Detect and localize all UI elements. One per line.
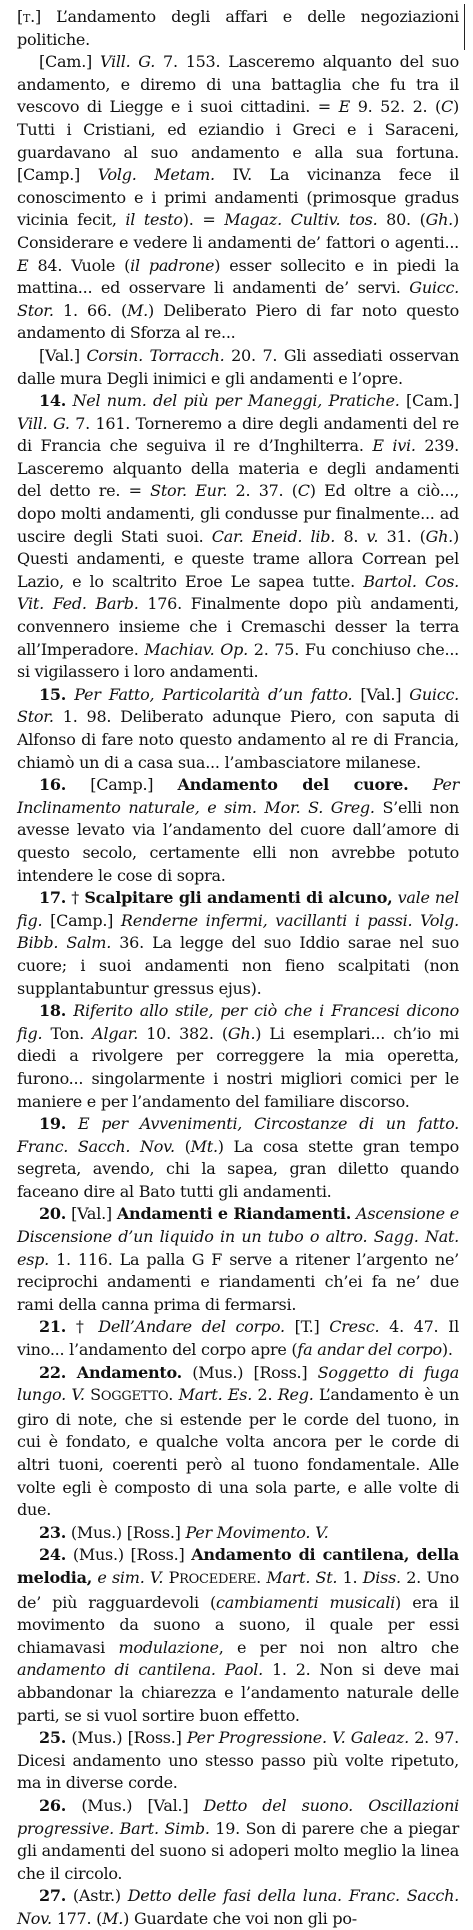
dictionary-entry: 15. Per Fatto, Particolarità d’un fatto. [Val.] Guicc. Stor. 1. 98. Deliberato adunque Piero, con saputa di Alfonso di fare noto questo andamento al re di Francia, chiamò un di a casa sua... l’ambasciatore milanese. (17, 684, 459, 772)
dictionary-entry: 23. (Mus.) [Ross.] Per Movimento. V. (39, 1522, 329, 1542)
dictionary-entry: 26. (Mus.) [Val.] Detto del suono. Oscillazioni progressive. Bart. Simb. 19. Son di parere che a piegar gli andamenti del suono si adoperi molto meglio la linea che il circolo. (17, 1795, 460, 1883)
dictionary-entry: 17. † Scalpitare gli andamenti di alcuno, vale nel fig. [Camp.] Renderne infermi, vacillanti i passi. Volg. Bibb. Salm. 36. La legge del suo Iddio sarae nel suo cuore; i suoi andamenti non fieno scalpitati (non supplantabuntur gressus ejus). (17, 888, 460, 998)
dictionary-entry: 19. E per Avvenimenti, Circostanze di un fatto. Franc. Sacch. Nov. (Mt.) La cosa stette gran tempo segreta, avendo, chi la sapea, gran diletto quando faceano dire al Bato tutti gli andamenti. (17, 1114, 460, 1201)
dictionary-entry: 24. (Mus.) [Ross.] Andamento di cantilena, della melodia, e sim. V. PROCEDERE. Mart. St. 1. Diss. 2. Uno de’ più ragguardevoli (cambiamenti musicali) era il movimento da suono a suono, il quale per essi chiamavasi modulazione, e per noi non altro che andamento di cantilena. Paol. 1. 2. Non si deve mai abbandonar la chiarezza e l’andamento naturale delle parti, se si vuol sortire buon effetto. (17, 1545, 460, 1725)
entries-column (17, 6, 459, 1930)
dictionary-entry: [t.] L’andamento degli affari e delle negoziazioni politiche. (17, 7, 459, 49)
dictionary-entry: 21. † Dell’Andare del corpo. [T.] Cresc. 4. 47. Il vino... l’andamento del corpo apre (fa andar del corpo). (17, 1317, 460, 1360)
dictionary-entry: 18. Riferito allo stile, per ciò che i Francesi dicono fig. Ton. Algar. 10. 382. (Gh.) Li esemplari... ch’io mi diedi a rivolgere per correggere la mia operetta, furono... singolarmente i nostri migliori comici per le maniere e per l’andamento del familiare discorso. (17, 1001, 460, 1111)
dictionary-entry: [Cam.] Vill. G. 7. 153. Lasceremo alquanto del suo andamento, e diremo di una battaglia che fu tra il vescovo di Liegge e i suoi cittadini. = E 9. 52. 2. (C) Tutti i Cristiani, ed eziandio i Greci e i Saraceni, guardavano al suo andamento e alla sua fortuna. [Camp.] Volg. Metam. IV. La vicinanza fece il conoscimento e i primi andamenti (primosque gradus vicinia fecit, il testo). = Magaz. Cultiv. tos. 80. (Gh.) Considerare e vedere li andamenti de’ fattori o agenti... E 84. Vuole (il padrone) esser sollecito e in piedi la mattina... ed osservare li andamenti de’ servi. Guicc. Stor. 1. 66. (M.) Deliberato Piero di far noto questo andamento di Sforza al re... (17, 52, 460, 343)
dictionary-entry: 27. (Astr.) Detto delle fasi della luna. Franc. Sacch. Nov. 177. (M.) Guardate che voi non gli po- (17, 1886, 460, 1928)
dictionary-entry: 25. (Mus.) [Ross.] Per Progressione. V. Galeaz. 2. 97. Dicesi andamento uno stesso passo più volte ripetuto, ma in diverse corde. (17, 1728, 459, 1793)
dictionary-entry: [Val.] Corsin. Torracch. 20. 7. Gli assediati osservan dalle mura Degli inimici e gli andamenti e l’opre. (17, 345, 459, 388)
margin-rule (464, 4, 465, 50)
dictionary-entry: 22. Andamento. (Mus.) [Ross.] Soggetto di fuga lungo. V. SOGGETTO. Mart. Es. 2. Reg. L’andamento è un giro di note, che si estende per le corde del tuono, in cui è fondato, e qualche volta ancora per le corde di altri tuoni, coerenti però al tuono fondamentale. Alle volte egli è composto di una sola parte, e alle volte di due. (17, 1362, 460, 1520)
dictionary-entry: 16. [Camp.] Andamento del cuore. Per Inclinamento naturale, e sim. Mor. S. Greg. S’elli non avesse levato via l’andamento del cuore dall’amore di questo secolo, certamente elli non avrebbe potuto intendere le cose di sopra. (17, 775, 460, 885)
dictionary-entry: 14. Nel num. del più per Maneggi, Pratiche. [Cam.] Vill. G. 7. 161. Torneremo a dire degli andamenti del re di Francia che seguiva il re d’Inghilterra. E ivi. 239. Lasceremo alquanto della materia e degli andamenti del detto re. = Stor. Eur. 2. 37. (C) Ed oltre a ciò..., dopo molti andamenti, gli condusse pur finalmente... ad uscire degli Stati suoi. Car. Eneid. lib. 8. v. 31. (Gh.) Questi andamenti, e queste trame allora Correan pel Lazio, e lo scaltrito Eroe Le sapea tutte. Bartol. Cos. Vit. Fed. Barb. 176. Finalmente dopo più andamenti, convennero insieme che i Cremaschi desser la terra all’Imperadore. Machiav. Op. 2. 75. Fu conchiuso che... si vigilassero i loro andamenti. (17, 391, 460, 682)
dictionary-entry: 20. [Val.] Andamenti e Riandamenti. Ascensione e Discensione d’un liquido in un tubo o altro. Sagg. Nat. esp. 1. 116. La palla G F serve a ritener l’argento ne’ reciprochi andamenti e riandamenti ch’ei fa ne’ due rami della canna prima di fermarsi. (17, 1204, 459, 1314)
